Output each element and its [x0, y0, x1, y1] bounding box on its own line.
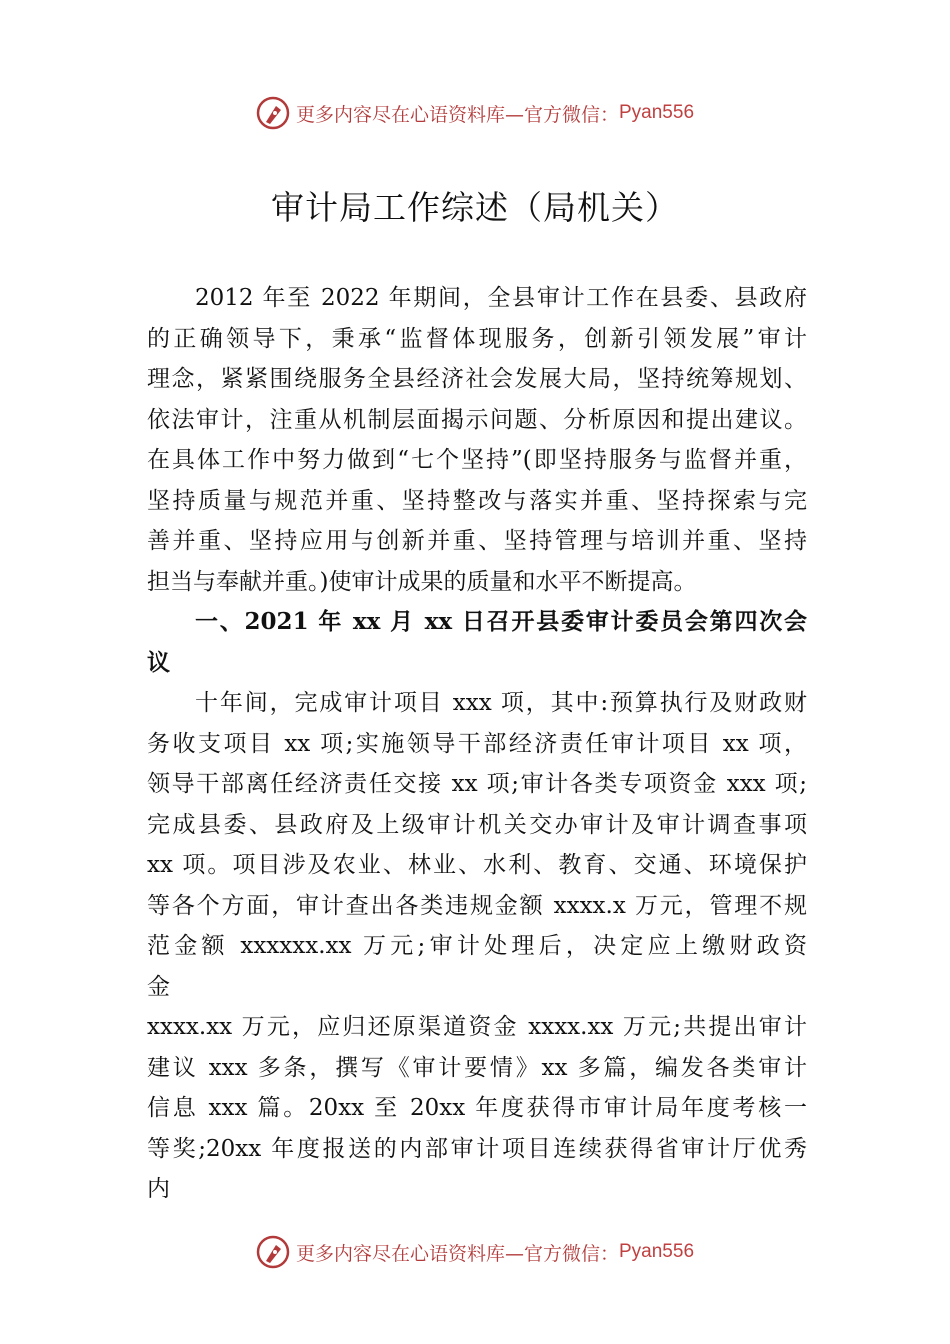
text-line: 范金额 xxxxxx.xx 万元;审计处理后，决定应上缴财政资 — [147, 933, 807, 959]
text-line: 等奖;20xx 年度报送的内部审计项目连续获得省审计厅优秀 — [147, 1135, 807, 1162]
watermark-wechat-id: Pyan556 — [619, 1241, 695, 1262]
text-line: 依法审计，注重从机制层面揭示问题、分析原因和提出建议。 — [147, 406, 807, 433]
paragraph-summary — [147, 683, 807, 1007]
pen-nib-icon — [256, 96, 290, 130]
document-body — [147, 278, 807, 1210]
text-line: 的正确领导下，秉承“监督体现服务，创新引领发展”审计 — [147, 325, 807, 352]
pen-nib-icon — [256, 1235, 290, 1269]
text-line: 善并重、坚持应用与创新并重、坚持管理与培训并重、坚持 — [147, 528, 807, 554]
text-line: xx 项。项目涉及农业、林业、水利、教育、交通、环境保护 — [147, 852, 807, 878]
watermark-text: 更多内容尽在心语资料库—官方微信： — [295, 103, 619, 126]
heading-line: 议 — [147, 648, 170, 676]
text-line: 金 — [147, 973, 170, 1000]
text-line: xxxx.xx 万元，应归还原渠道资金 xxxx.xx 万元;共提出审计 — [147, 1014, 807, 1040]
text-line: 务收支项目 xx 项;实施领导干部经济责任审计项目 xx 项， — [147, 730, 807, 757]
text-line: 内 — [147, 1176, 170, 1202]
text-line: 信息 xxx 篇。20xx 至 20xx 年度获得市审计局年度考核一 — [147, 1095, 807, 1121]
watermark-header — [0, 96, 950, 130]
text-line: 等各个方面，审计查出各类违规金额 xxxx.x 万元，管理不规 — [147, 892, 807, 919]
text-line: 2012 年至 2022 年期间，全县审计工作在县委、县政府 — [195, 285, 807, 311]
text-line: 在具体工作中努力做到“七个坚持”(即坚持服务与监督并重， — [147, 447, 807, 473]
text-line: 坚持质量与规范并重、坚持整改与落实并重、坚持探索与完 — [147, 487, 807, 514]
text-line: 建议 xxx 多条，撰写《审计要情》xx 多篇，编发各类审计 — [147, 1054, 807, 1081]
watermark-text: 更多内容尽在心语资料库—官方微信： — [295, 1242, 619, 1265]
text-line: 完成县委、县政府及上级审计机关交办审计及审计调查事项 — [147, 811, 807, 838]
watermark-wechat-id: Pyan556 — [619, 102, 695, 123]
paragraph-intro — [147, 278, 807, 602]
section-heading — [147, 602, 807, 683]
watermark-footer — [0, 1235, 950, 1269]
text-line: 担当与奉献并重。)使审计成果的质量和水平不断提高。 — [147, 568, 697, 595]
text-line: 十年间，完成审计项目 xxx 项，其中:预算执行及财政财 — [195, 690, 807, 716]
text-line: 领导干部离任经济责任交接 xx 项;审计各类专项资金 xxx 项; — [147, 771, 807, 797]
text-line: 理念，紧紧围绕服务全县经济社会发展大局，坚持统筹规划、 — [147, 366, 807, 392]
document-title: 审计局工作综述（局机关） — [271, 188, 679, 227]
heading-line: 一、2021 年 xx 月 xx 日召开县委审计委员会第四次会 — [195, 608, 807, 635]
paragraph-continued — [147, 1007, 807, 1210]
